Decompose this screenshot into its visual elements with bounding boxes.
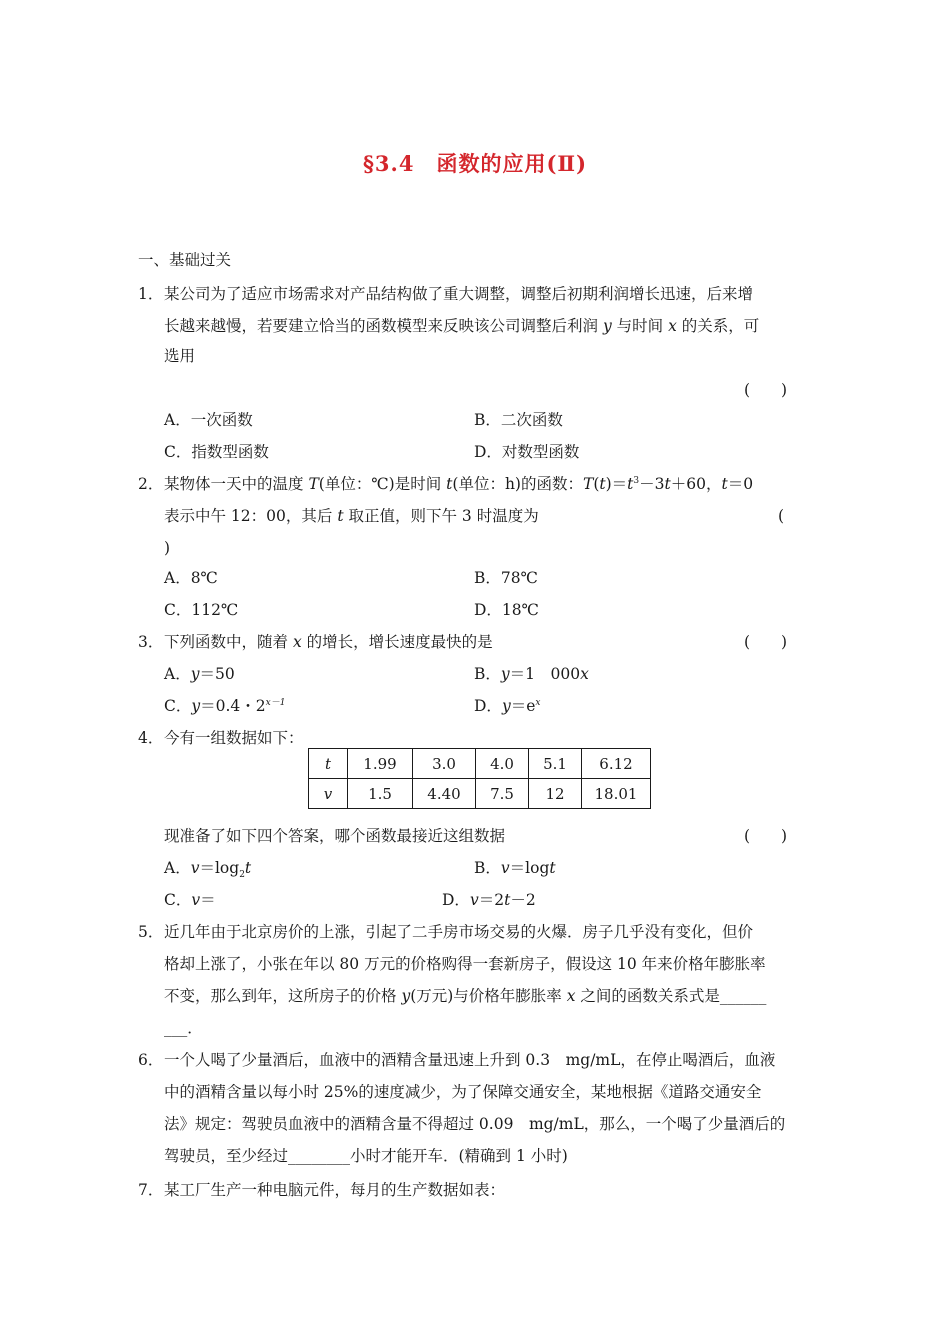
question-number: 4． [138, 729, 164, 747]
question-text: 某物体一天中的温度 [164, 475, 309, 493]
question-text: ( [593, 475, 600, 493]
option-text: ＝50 [199, 665, 235, 683]
table-cell: 7.5 [476, 779, 529, 809]
variable: t [337, 507, 344, 525]
variable: y [501, 697, 511, 715]
question-number: 5． [138, 923, 164, 941]
variable: t [446, 475, 453, 493]
answer-paren-close: ) [164, 539, 171, 557]
question-text: 法》规定：驾驶员血液中的酒精含量不得超过 0.09 mg/mL，那么，一个喝了少量酒后的 [164, 1115, 786, 1133]
table-cell: 5.1 [529, 749, 582, 779]
option-c: C．112℃ [164, 601, 239, 619]
variable: t [549, 859, 556, 877]
option-b: B．二次函数 [474, 411, 563, 429]
option-a: A．8℃ [164, 569, 218, 587]
option-label: A． [164, 665, 191, 683]
question-text: 一个人喝了少量酒后，血液中的酒精含量迅速上升到 0.3 mg/mL，在停止喝酒后，血液 [164, 1051, 776, 1069]
table-header-cell: t [309, 749, 348, 779]
variable: y [190, 665, 200, 683]
variable: v [500, 859, 510, 877]
question-text: 不变，那么到年，这所房子的价格 [164, 987, 402, 1005]
answer-blank: 之间的函数关系式是______ [575, 987, 767, 1005]
table-header-cell: v [309, 779, 348, 809]
variable: v [190, 859, 200, 877]
table-cell: 6.12 [582, 749, 651, 779]
table-cell: 4.0 [476, 749, 529, 779]
question-text: 取正值，则下午 3 时温度为 [343, 507, 539, 525]
option-c [164, 696, 285, 716]
option-d [442, 890, 536, 910]
table-cell: 1.5 [348, 779, 413, 809]
option-text: ＝log [509, 859, 550, 877]
option-text: ＝e [510, 697, 536, 715]
answer-paren: ( ) [744, 827, 788, 845]
table-cell: 12 [529, 779, 582, 809]
option-text: ＝ [200, 891, 216, 909]
variable: y [401, 987, 411, 1005]
option-b [474, 858, 556, 878]
variable: x [580, 665, 589, 683]
answer-paren: ( ) [744, 633, 788, 651]
question-text: 表示中午 12：00，其后 [164, 507, 338, 525]
table-cell: 4.40 [413, 779, 476, 809]
question-text: (万元)与价格年膨胀率 [410, 987, 567, 1005]
option-b: B．78℃ [474, 569, 538, 587]
variable: y [602, 317, 612, 335]
option-label: B． [474, 665, 501, 683]
question-text: 某工厂生产一种电脑元件，每月的生产数据如表： [164, 1181, 506, 1199]
question-text: (单位：h)的函数： [452, 475, 583, 493]
question-text: 中的酒精含量以每小时 25%的速度减少，为了保障交通安全，某地根据《道路交通安全 [164, 1083, 762, 1101]
variable: x [668, 317, 677, 335]
question-number: 6． [138, 1051, 164, 1069]
exponent: x [535, 697, 541, 708]
question-text: ＋60， [670, 475, 722, 493]
option-a: A．一次函数 [164, 411, 253, 429]
variable: t [599, 475, 606, 493]
table-row [309, 749, 651, 779]
table-row [309, 779, 651, 809]
variable: v [469, 891, 479, 909]
question-text: －3 [639, 475, 665, 493]
section-heading: 一、基础过关 [138, 251, 232, 269]
question-text: 下列函数中，随着 [164, 633, 293, 651]
option-text: ＝2 [478, 891, 505, 909]
question-text: 现准备了如下四个答案，哪个函数最接近这组数据 [164, 827, 506, 845]
option-text: ＝0.4・2 [200, 697, 266, 715]
option-d [474, 696, 540, 716]
option-label: A． [164, 859, 191, 877]
variable: x [566, 987, 576, 1005]
option-label: C． [164, 697, 192, 715]
table-cell: 3.0 [413, 749, 476, 779]
answer-blank: ___． [164, 1019, 203, 1037]
variable: y [191, 697, 201, 715]
question-text: 长越来越慢，若要建立恰当的函数模型来反映该公司调整后利润 [164, 317, 603, 335]
variable: v [191, 891, 201, 909]
answer-paren-open: ( [778, 507, 785, 525]
question-text: 今有一组数据如下： [164, 729, 304, 747]
variable: y [500, 665, 510, 683]
question-text: 与时间 [611, 317, 669, 335]
question-text: 近几年由于北京房价的上涨，引起了二手房市场交易的火爆．房子几乎没有变化，但价 [164, 923, 754, 941]
variable: T [308, 475, 319, 493]
option-text: －2 [510, 891, 536, 909]
option-label: D． [442, 891, 470, 909]
variable: x [292, 633, 302, 651]
variable: T [582, 475, 594, 493]
answer-paren: ( ) [744, 381, 788, 399]
option-c [164, 890, 216, 910]
table-cell: 18.01 [582, 779, 651, 809]
question-text: 某公司为了适应市场需求对产品结构做了重大调整，调整后初期利润增长迅速，后来增 [164, 285, 754, 303]
option-text: ＝log [199, 859, 240, 877]
option-b [474, 664, 589, 684]
exponent: 3 [633, 475, 640, 486]
question-number: 1． [138, 285, 164, 303]
question-number: 7． [138, 1181, 164, 1199]
question-number: 3． [138, 633, 164, 651]
question-text: 的增长，增长速度最快的是 [301, 633, 493, 651]
option-text: ＝1 000 [509, 665, 581, 683]
option-label: D． [474, 697, 502, 715]
question-number: 2． [138, 475, 164, 493]
variable: t [244, 859, 252, 877]
variable: t [721, 475, 728, 493]
variable: t [627, 475, 634, 493]
exponent: x－1 [265, 697, 286, 708]
option-a [164, 858, 252, 881]
data-table [308, 748, 651, 809]
option-c: C．指数型函数 [164, 443, 269, 461]
question-text: 驾驶员，至少经过________小时才能开车．(精确到 1 小时) [164, 1147, 568, 1165]
option-d: D．对数型函数 [474, 443, 580, 461]
question-text: 的关系，可 [676, 317, 760, 335]
page-title: §3.4 函数的应用(Ⅱ) [362, 151, 588, 176]
subscript: 2 [239, 870, 245, 881]
table-cell: 1.99 [348, 749, 413, 779]
option-label: B． [474, 859, 501, 877]
option-label: C． [164, 891, 192, 909]
question-text: 选用 [164, 347, 196, 365]
option-a [164, 664, 235, 684]
question-text: (单位：℃)是时间 [318, 475, 447, 493]
question-text: )＝ [605, 475, 628, 493]
question-text: ＝0 [727, 475, 754, 493]
option-d: D．18℃ [474, 601, 539, 619]
variable: t [504, 891, 511, 909]
variable: t [664, 475, 671, 493]
question-text: 格却上涨了，小张在年以 80 万元的价格购得一套新房子，假设这 10 年来价格年膨胀率 [164, 955, 766, 973]
